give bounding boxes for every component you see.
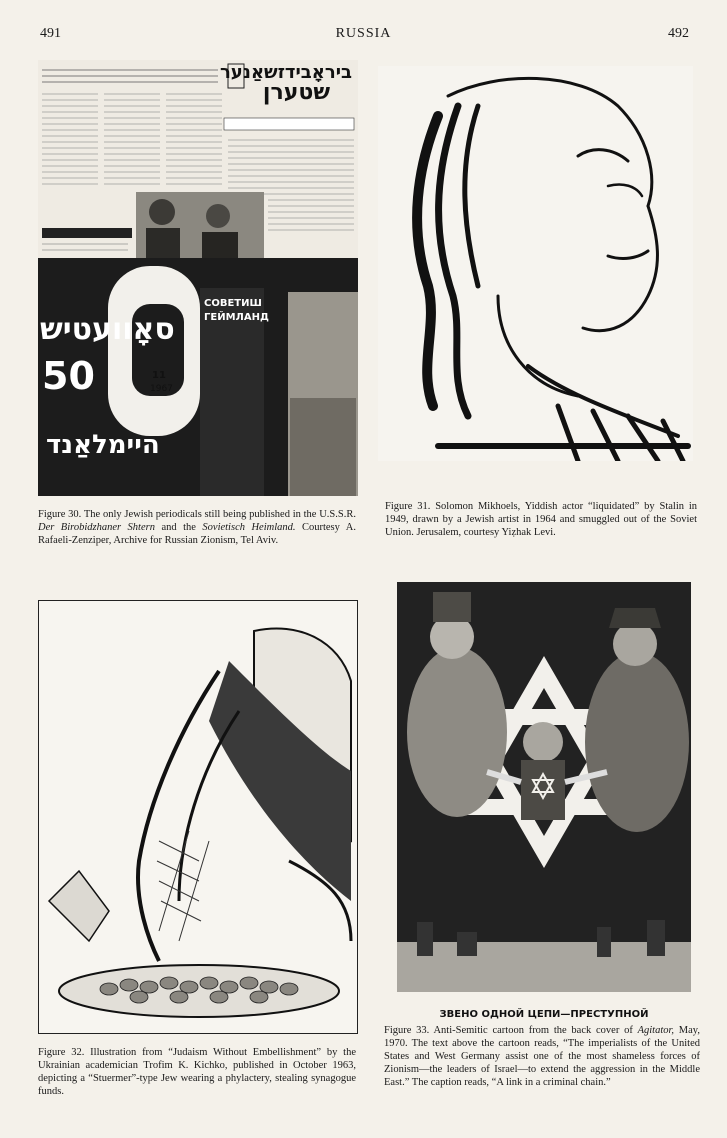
figure-33-agitator-cartoon — [397, 582, 691, 1020]
figure-32-caption: Figure 32. Illustration from “Judaism Without Embellishment” by the Ukrainian academician Trofim K. Kichko, published in October 1963, depicting a “Stuermer”-type Jew wearing a phylactery, stealing synagogue funds. — [38, 1047, 356, 1097]
magazine-title-yiddish: סאָוועטיש — [40, 312, 175, 347]
page-number-left: 491 — [40, 26, 61, 41]
magazine-russian-title-1: СОВЕТИШ — [204, 298, 262, 309]
figure-31-mikhoels-drawing — [378, 66, 693, 461]
figure-31-caption: Figure 31. Solomon Mikhoels, Yiddish actor “liquidated” by Stalin in 1949, drawn by a Jewish artist in 1964 and smuggled out of the Soviet Union. Jerusalem, courtesy Yiẓhak Levi. — [385, 501, 697, 538]
figure-30-newspaper-image — [38, 60, 358, 258]
figure-30-magazine-image — [38, 258, 358, 496]
magazine-subtitle-yiddish: היימלאַנד — [46, 430, 160, 460]
figure-30-caption: Figure 30. The only Jewish periodicals still being published in the U.S.S.R. Der Birobidzhaner Shtern and the Sovietisch Heimland. Courtesy A. Rafaeli-Zenziper, Archive for Russian Zionism, Tel Aviv. — [38, 509, 356, 546]
cartoon-russian-caption: ЗВЕНО ОДНОЙ ЦЕПИ—ПРЕСТУПНОЙ — [439, 1009, 649, 1020]
running-title: RUSSIA — [335, 26, 392, 41]
magazine-russian-title-2: ГЕЙМЛАНД — [204, 312, 269, 323]
figure-33-caption: Figure 33. Anti-Semitic cartoon from the back cover of Agitator, May, 1970. The text above the cartoon reads, “The imperialists of the United States and West Germany assist one of the most shameless forces of Zionism—the leaders of Israel—to extend the aggression in the Middle East.” The caption reads, “A link in a criminal chain.” — [384, 1025, 700, 1088]
page-number-right: 492 — [668, 26, 689, 41]
newspaper-masthead-line2: שטערן — [262, 80, 330, 105]
figure-32-kichko-illustration — [38, 600, 358, 1034]
newspaper-masthead-line1: ביראָבידזשאַנער — [219, 62, 352, 83]
magazine-year: 1967 — [150, 384, 173, 394]
magazine-issue: 11 — [152, 370, 166, 381]
magazine-fifty: 50 — [42, 354, 95, 398]
